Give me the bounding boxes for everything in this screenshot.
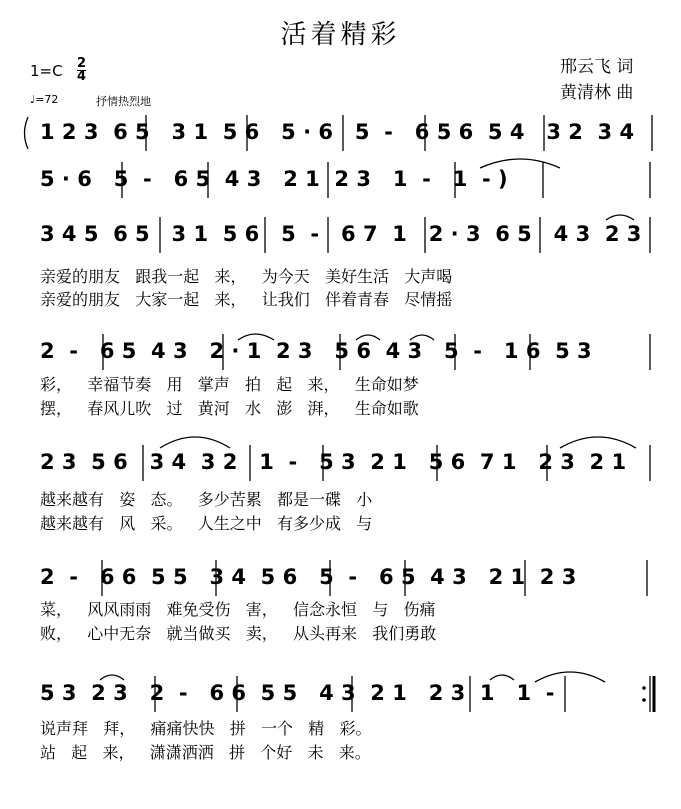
lyrics-row-4-verse-2: 摆， 春风儿吹 过 黄河 水 澎 湃， 生命如歌 (40, 399, 419, 418)
lyrics-row-6-verse-1: 菜， 风风雨雨 难免受伤 害， 信念永恒 与 伤痛 (40, 600, 436, 619)
time-denominator: 4 (77, 69, 87, 84)
lyrics-row-7-verse-2: 站 起 来， 潇潇洒洒 拼 个好 未 来。 (40, 743, 371, 762)
lyrics-row-5-verse-1: 越来越有 姿 态。 多少苦累 都是一碟 小 (40, 490, 373, 509)
notation-row-6: 2 - 6 6 5 5 3 4 5 6 5 - 6 5 4 3 2 1 2 3 (40, 565, 577, 589)
lyrics-row-3-verse-2: 亲爱的朋友 大家一起 来， 让我们 伴着青春 尽情摇 (40, 290, 453, 309)
time-numerator: 2 (77, 56, 87, 71)
notation-row-4: 2 - 6 5 4 3 2 · 1 2 3 5 6 4 3 5 - 1 6 5 3 (40, 339, 592, 363)
expression-marking: 抒情热烈地 (96, 95, 151, 108)
notation-row-5: 2 3 5 6 3 4 3 2 1 - 5 3 2 1 5 6 7 1 2 3 2 1 (40, 450, 627, 474)
lyrics-row-3-verse-1: 亲爱的朋友 跟我一起 来， 为今天 美好生活 大声喝 (40, 267, 453, 286)
notation-row-1: 1 2 3 6 5 3 1 5 6 5 · 6 5 - 6 5 6 5 4 3 2 3 4 (40, 120, 635, 144)
lyricist-credit: 邢云飞 词 (560, 57, 634, 77)
song-title: 活着精彩 (280, 20, 401, 50)
lyrics-row-6-verse-2: 败， 心中无奈 就当做买 卖， 从头再来 我们勇敢 (40, 624, 437, 643)
lyrics-row-5-verse-2: 越来越有 风 采。 人生之中 有多少成 与 (40, 514, 373, 533)
notation-row-2: 5 · 6 5 - 6 5 4 3 2 1 2 3 1 - 1 - ) (40, 167, 508, 191)
composer-credit: 黄清林 曲 (560, 83, 634, 103)
notation-row-7: 5 3 2 3 2 - 6 6 5 5 4 3 2 1 2 3 1 1 - (40, 681, 555, 705)
lyrics-row-7-verse-1: 说声拜 拜， 痛痛快快 拼 一个 精 彩。 (40, 719, 372, 738)
tempo-marking: ♩=72 (30, 93, 59, 106)
notation-row-3: 3 4 5 6 5 3 1 5 6 5 - 6 7 1 2 · 3 6 5 4 3 2 3 (40, 222, 642, 246)
lyrics-row-4-verse-1: 彩， 幸福节奏 用 掌声 拍 起 来， 生命如梦 (40, 375, 419, 394)
key-signature: 1=C (30, 62, 63, 80)
